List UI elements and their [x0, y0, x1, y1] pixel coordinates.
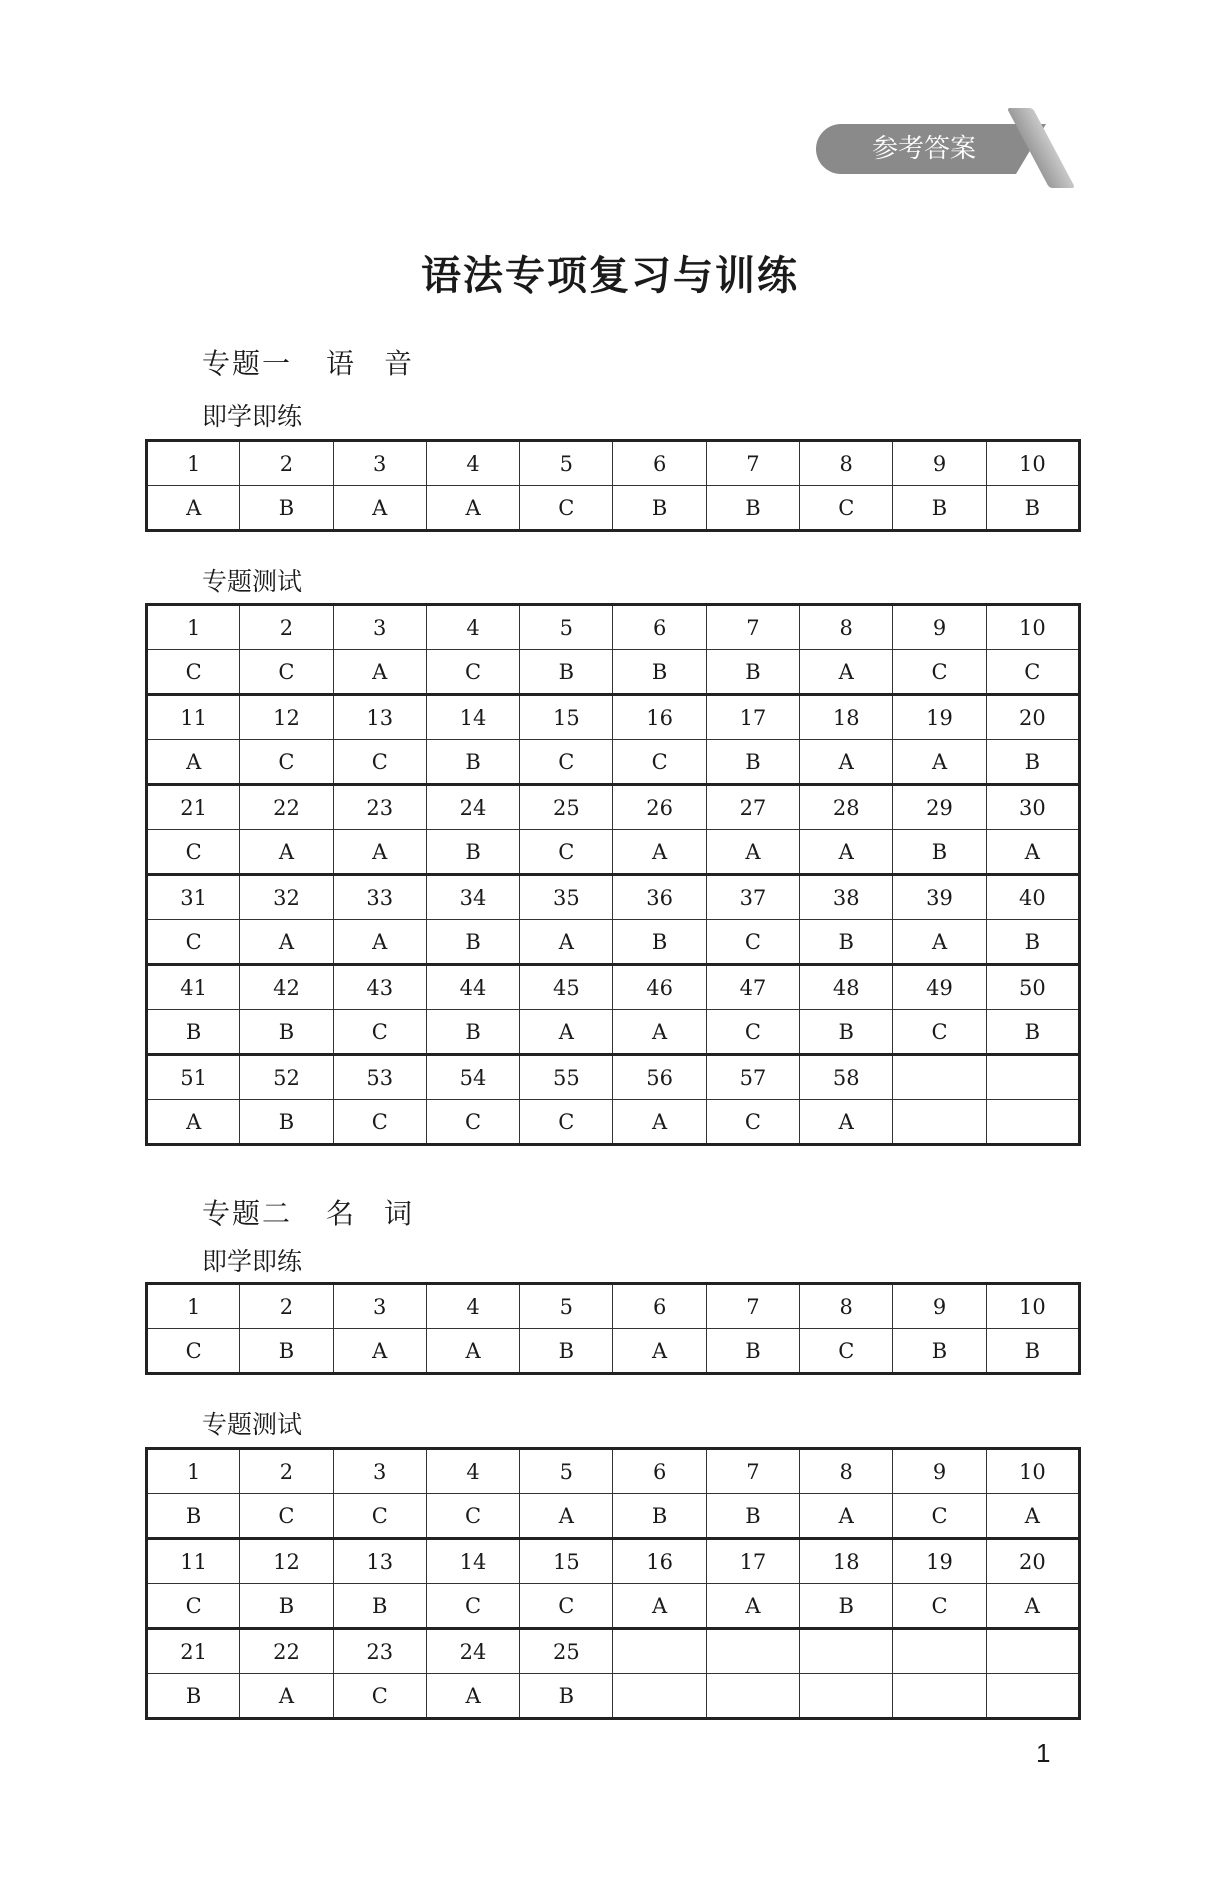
- answer-cell: C: [333, 1674, 426, 1719]
- answer-cell: B: [986, 740, 1079, 785]
- question-number-row: [147, 875, 1080, 920]
- answer-table: [145, 439, 1081, 532]
- answer-cell: B: [706, 1494, 799, 1539]
- question-number-cell: 4: [426, 1449, 519, 1494]
- question-number-cell: 26: [613, 785, 706, 830]
- question-number-cell: 37: [706, 875, 799, 920]
- answer-cell: C: [426, 1100, 519, 1145]
- question-number-cell: 2: [240, 605, 333, 650]
- question-number-cell: 10: [986, 1449, 1079, 1494]
- question-number-cell: 58: [800, 1055, 893, 1100]
- question-number-cell: 19: [893, 695, 986, 740]
- answer-row: [147, 1494, 1080, 1539]
- answer-cell: A: [800, 1494, 893, 1539]
- subsection-label: 专题测试: [202, 1410, 303, 1439]
- answer-cell: C: [613, 740, 706, 785]
- question-number-cell: 34: [426, 875, 519, 920]
- question-number-cell: 46: [613, 965, 706, 1010]
- question-number-cell: 43: [333, 965, 426, 1010]
- answer-cell: A: [800, 1100, 893, 1145]
- answer-row: [147, 1010, 1080, 1055]
- question-number-cell: 57: [706, 1055, 799, 1100]
- question-number-cell: 10: [986, 441, 1079, 486]
- answer-cell: C: [893, 650, 986, 695]
- question-number-cell: [986, 1055, 1079, 1100]
- subsection-label: 即学即练: [202, 402, 303, 431]
- answer-cell: B: [986, 1329, 1079, 1374]
- question-number-cell: 9: [893, 1284, 986, 1329]
- answer-cell: B: [800, 920, 893, 965]
- question-number-cell: 55: [520, 1055, 613, 1100]
- question-number-cell: 50: [986, 965, 1079, 1010]
- answer-cell: B: [426, 830, 519, 875]
- question-number-row: [147, 695, 1080, 740]
- question-number-cell: 5: [520, 441, 613, 486]
- answer-cell: B: [800, 1010, 893, 1055]
- question-number-cell: 45: [520, 965, 613, 1010]
- question-number-cell: 2: [240, 441, 333, 486]
- answer-cell: B: [240, 1010, 333, 1055]
- question-number-cell: 24: [426, 1629, 519, 1674]
- question-number-cell: 3: [333, 605, 426, 650]
- question-number-cell: 9: [893, 605, 986, 650]
- answer-cell: A: [613, 1584, 706, 1629]
- question-number-cell: 8: [800, 605, 893, 650]
- topic-label: 专题二: [202, 1197, 293, 1230]
- question-number-row: [147, 1629, 1080, 1674]
- topic-name: 语音: [326, 347, 443, 380]
- answer-cell: B: [613, 650, 706, 695]
- question-number-cell: 33: [333, 875, 426, 920]
- question-number-cell: 24: [426, 785, 519, 830]
- question-number-cell: 8: [800, 1284, 893, 1329]
- question-number-cell: [893, 1055, 986, 1100]
- answer-cell: C: [520, 740, 613, 785]
- question-number-cell: 5: [520, 1449, 613, 1494]
- answer-cell: B: [147, 1674, 240, 1719]
- answer-cell: A: [520, 920, 613, 965]
- question-number-cell: 10: [986, 1284, 1079, 1329]
- question-number-cell: 14: [426, 1539, 519, 1584]
- question-number-cell: 22: [240, 1629, 333, 1674]
- question-number-cell: 31: [147, 875, 240, 920]
- question-number-cell: 8: [800, 1449, 893, 1494]
- answer-cell: C: [426, 650, 519, 695]
- answer-cell: B: [613, 1494, 706, 1539]
- answer-cell: A: [800, 830, 893, 875]
- question-number-row: [147, 1449, 1080, 1494]
- answer-cell: A: [520, 1494, 613, 1539]
- question-number-cell: 1: [147, 441, 240, 486]
- question-number-cell: 56: [613, 1055, 706, 1100]
- question-number-cell: 6: [613, 1449, 706, 1494]
- question-number-cell: 20: [986, 1539, 1079, 1584]
- answer-cell: A: [986, 1494, 1079, 1539]
- section-tab: [816, 124, 1016, 174]
- question-number-cell: 35: [520, 875, 613, 920]
- question-number-cell: 25: [520, 785, 613, 830]
- question-number-cell: 40: [986, 875, 1079, 920]
- question-number-cell: 29: [893, 785, 986, 830]
- answer-cell: C: [240, 1494, 333, 1539]
- answer-cell: B: [240, 1100, 333, 1145]
- question-number-cell: 16: [613, 695, 706, 740]
- question-number-cell: 21: [147, 1629, 240, 1674]
- answer-cell: [893, 1674, 986, 1719]
- answer-cell: B: [147, 1494, 240, 1539]
- question-number-cell: 7: [706, 441, 799, 486]
- question-number-cell: 6: [613, 605, 706, 650]
- answer-cell: A: [333, 486, 426, 531]
- question-number-cell: [613, 1629, 706, 1674]
- question-number-cell: 30: [986, 785, 1079, 830]
- question-number-cell: 47: [706, 965, 799, 1010]
- question-number-cell: 16: [613, 1539, 706, 1584]
- question-number-cell: 39: [893, 875, 986, 920]
- question-number-cell: 7: [706, 1284, 799, 1329]
- answer-cell: A: [333, 920, 426, 965]
- answer-cell: B: [800, 1584, 893, 1629]
- answer-cell: A: [333, 1329, 426, 1374]
- answer-cell: [800, 1674, 893, 1719]
- question-number-cell: 27: [706, 785, 799, 830]
- answer-cell: B: [240, 486, 333, 531]
- topic-heading-1: [202, 342, 442, 382]
- answer-cell: A: [240, 1674, 333, 1719]
- answer-cell: A: [333, 830, 426, 875]
- answer-cell: B: [520, 1329, 613, 1374]
- answer-cell: A: [426, 1674, 519, 1719]
- answer-cell: C: [520, 1584, 613, 1629]
- question-number-cell: 25: [520, 1629, 613, 1674]
- answer-cell: A: [613, 1329, 706, 1374]
- answer-cell: C: [333, 1010, 426, 1055]
- question-number-cell: 10: [986, 605, 1079, 650]
- question-number-cell: 12: [240, 1539, 333, 1584]
- answer-cell: A: [240, 920, 333, 965]
- answer-cell: A: [613, 1010, 706, 1055]
- answer-cell: B: [893, 486, 986, 531]
- question-number-cell: 6: [613, 441, 706, 486]
- answer-cell: A: [706, 1584, 799, 1629]
- question-number-cell: 3: [333, 441, 426, 486]
- answer-cell: C: [147, 650, 240, 695]
- answer-cell: [986, 1674, 1079, 1719]
- answer-cell: B: [986, 920, 1079, 965]
- answer-cell: C: [706, 920, 799, 965]
- question-number-cell: 15: [520, 695, 613, 740]
- question-number-cell: 4: [426, 605, 519, 650]
- question-number-row: [147, 785, 1080, 830]
- answer-cell: C: [147, 1584, 240, 1629]
- answer-row: [147, 1674, 1080, 1719]
- answer-table: [145, 1282, 1081, 1375]
- answer-cell: A: [613, 1100, 706, 1145]
- question-number-row: [147, 1539, 1080, 1584]
- question-number-cell: 7: [706, 1449, 799, 1494]
- answer-cell: C: [426, 1584, 519, 1629]
- question-number-cell: 9: [893, 1449, 986, 1494]
- question-number-cell: 11: [147, 695, 240, 740]
- answer-cell: B: [520, 1674, 613, 1719]
- question-number-cell: 23: [333, 785, 426, 830]
- answer-cell: B: [240, 1584, 333, 1629]
- answer-cell: B: [706, 740, 799, 785]
- question-number-cell: 8: [800, 441, 893, 486]
- answer-cell: A: [800, 650, 893, 695]
- question-number-cell: 4: [426, 1284, 519, 1329]
- question-number-cell: [986, 1629, 1079, 1674]
- answer-cell: B: [520, 650, 613, 695]
- question-number-row: [147, 605, 1080, 650]
- question-number-cell: 3: [333, 1284, 426, 1329]
- question-number-cell: 17: [706, 1539, 799, 1584]
- section-tab-label: 参考答案: [872, 134, 977, 164]
- answer-row: [147, 1584, 1080, 1629]
- answer-cell: C: [240, 740, 333, 785]
- answer-cell: B: [706, 1329, 799, 1374]
- answer-table: [145, 1447, 1081, 1720]
- answer-cell: A: [893, 920, 986, 965]
- answer-row: [147, 1329, 1080, 1374]
- answer-cell: [893, 1100, 986, 1145]
- question-number-cell: 1: [147, 1284, 240, 1329]
- answer-cell: A: [147, 740, 240, 785]
- answer-cell: [986, 1100, 1079, 1145]
- question-number-cell: 4: [426, 441, 519, 486]
- question-number-cell: 5: [520, 1284, 613, 1329]
- question-number-cell: 23: [333, 1629, 426, 1674]
- question-number-cell: 2: [240, 1449, 333, 1494]
- question-number-cell: 19: [893, 1539, 986, 1584]
- answer-cell: B: [893, 1329, 986, 1374]
- question-number-cell: 18: [800, 695, 893, 740]
- answer-cell: C: [240, 650, 333, 695]
- answer-cell: A: [800, 740, 893, 785]
- answer-cell: C: [520, 830, 613, 875]
- answer-cell: [613, 1674, 706, 1719]
- answer-cell: B: [893, 830, 986, 875]
- question-number-cell: 1: [147, 605, 240, 650]
- question-number-cell: [706, 1629, 799, 1674]
- answer-cell: B: [333, 1584, 426, 1629]
- question-number-cell: 54: [426, 1055, 519, 1100]
- question-number-cell: 36: [613, 875, 706, 920]
- question-number-cell: 42: [240, 965, 333, 1010]
- answer-cell: B: [706, 486, 799, 531]
- answer-cell: B: [240, 1329, 333, 1374]
- answer-cell: B: [426, 740, 519, 785]
- answer-cell: C: [706, 1100, 799, 1145]
- answer-cell: C: [893, 1584, 986, 1629]
- question-number-cell: 44: [426, 965, 519, 1010]
- question-number-cell: 14: [426, 695, 519, 740]
- question-number-cell: 53: [333, 1055, 426, 1100]
- answer-cell: [706, 1674, 799, 1719]
- answer-cell: B: [613, 486, 706, 531]
- answer-cell: B: [426, 1010, 519, 1055]
- question-number-cell: 17: [706, 695, 799, 740]
- page-number: 1: [1036, 1738, 1051, 1768]
- question-number-cell: 12: [240, 695, 333, 740]
- question-number-cell: 2: [240, 1284, 333, 1329]
- answer-cell: A: [986, 830, 1079, 875]
- question-number-cell: 41: [147, 965, 240, 1010]
- answer-row: [147, 486, 1080, 531]
- answer-row: [147, 830, 1080, 875]
- answer-cell: B: [147, 1010, 240, 1055]
- question-number-cell: 13: [333, 1539, 426, 1584]
- answer-row: [147, 740, 1080, 785]
- answer-cell: C: [426, 1494, 519, 1539]
- answer-cell: A: [706, 830, 799, 875]
- question-number-row: [147, 965, 1080, 1010]
- question-number-cell: 9: [893, 441, 986, 486]
- answer-cell: C: [800, 486, 893, 531]
- subsection-label: 即学即练: [202, 1247, 303, 1276]
- answer-cell: A: [986, 1584, 1079, 1629]
- question-number-row: [147, 441, 1080, 486]
- answer-cell: A: [426, 1329, 519, 1374]
- question-number-cell: 21: [147, 785, 240, 830]
- question-number-cell: 15: [520, 1539, 613, 1584]
- question-number-cell: 51: [147, 1055, 240, 1100]
- answer-row: [147, 1100, 1080, 1145]
- question-number-row: [147, 1284, 1080, 1329]
- answer-cell: B: [613, 920, 706, 965]
- topic-name: 名词: [326, 1197, 443, 1230]
- question-number-cell: 38: [800, 875, 893, 920]
- answer-cell: C: [520, 486, 613, 531]
- answer-cell: A: [240, 830, 333, 875]
- answer-cell: A: [333, 650, 426, 695]
- answer-cell: C: [147, 830, 240, 875]
- topic-heading-2: [202, 1192, 442, 1232]
- answer-cell: A: [426, 486, 519, 531]
- answer-cell: C: [333, 1100, 426, 1145]
- subsection-label: 专题测试: [202, 567, 303, 596]
- question-number-cell: 13: [333, 695, 426, 740]
- question-number-cell: 22: [240, 785, 333, 830]
- question-number-cell: 18: [800, 1539, 893, 1584]
- question-number-cell: 20: [986, 695, 1079, 740]
- question-number-cell: 49: [893, 965, 986, 1010]
- question-number-cell: 48: [800, 965, 893, 1010]
- question-number-cell: 1: [147, 1449, 240, 1494]
- answer-row: [147, 920, 1080, 965]
- answer-cell: A: [147, 1100, 240, 1145]
- question-number-cell: 3: [333, 1449, 426, 1494]
- question-number-cell: 32: [240, 875, 333, 920]
- answer-row: [147, 650, 1080, 695]
- answer-cell: C: [986, 650, 1079, 695]
- question-number-cell: 7: [706, 605, 799, 650]
- answer-cell: C: [333, 1494, 426, 1539]
- answer-cell: A: [893, 740, 986, 785]
- answer-cell: C: [893, 1010, 986, 1055]
- topic-label: 专题一: [202, 347, 293, 380]
- question-number-cell: 11: [147, 1539, 240, 1584]
- answer-cell: C: [800, 1329, 893, 1374]
- answer-table: [145, 603, 1081, 1146]
- question-number-cell: [800, 1629, 893, 1674]
- answer-cell: B: [986, 1010, 1079, 1055]
- question-number-cell: 5: [520, 605, 613, 650]
- answer-cell: B: [706, 650, 799, 695]
- answer-cell: C: [333, 740, 426, 785]
- answer-cell: A: [613, 830, 706, 875]
- question-number-cell: [893, 1629, 986, 1674]
- question-number-cell: 28: [800, 785, 893, 830]
- answer-cell: C: [147, 920, 240, 965]
- answer-cell: C: [147, 1329, 240, 1374]
- answer-cell: A: [520, 1010, 613, 1055]
- answer-cell: B: [986, 486, 1079, 531]
- question-number-cell: 52: [240, 1055, 333, 1100]
- page-title: 语法专项复习与训练: [421, 252, 799, 299]
- answer-cell: A: [147, 486, 240, 531]
- answer-cell: C: [706, 1010, 799, 1055]
- answer-cell: C: [520, 1100, 613, 1145]
- answer-cell: C: [893, 1494, 986, 1539]
- answer-cell: B: [426, 920, 519, 965]
- question-number-cell: 6: [613, 1284, 706, 1329]
- question-number-row: [147, 1055, 1080, 1100]
